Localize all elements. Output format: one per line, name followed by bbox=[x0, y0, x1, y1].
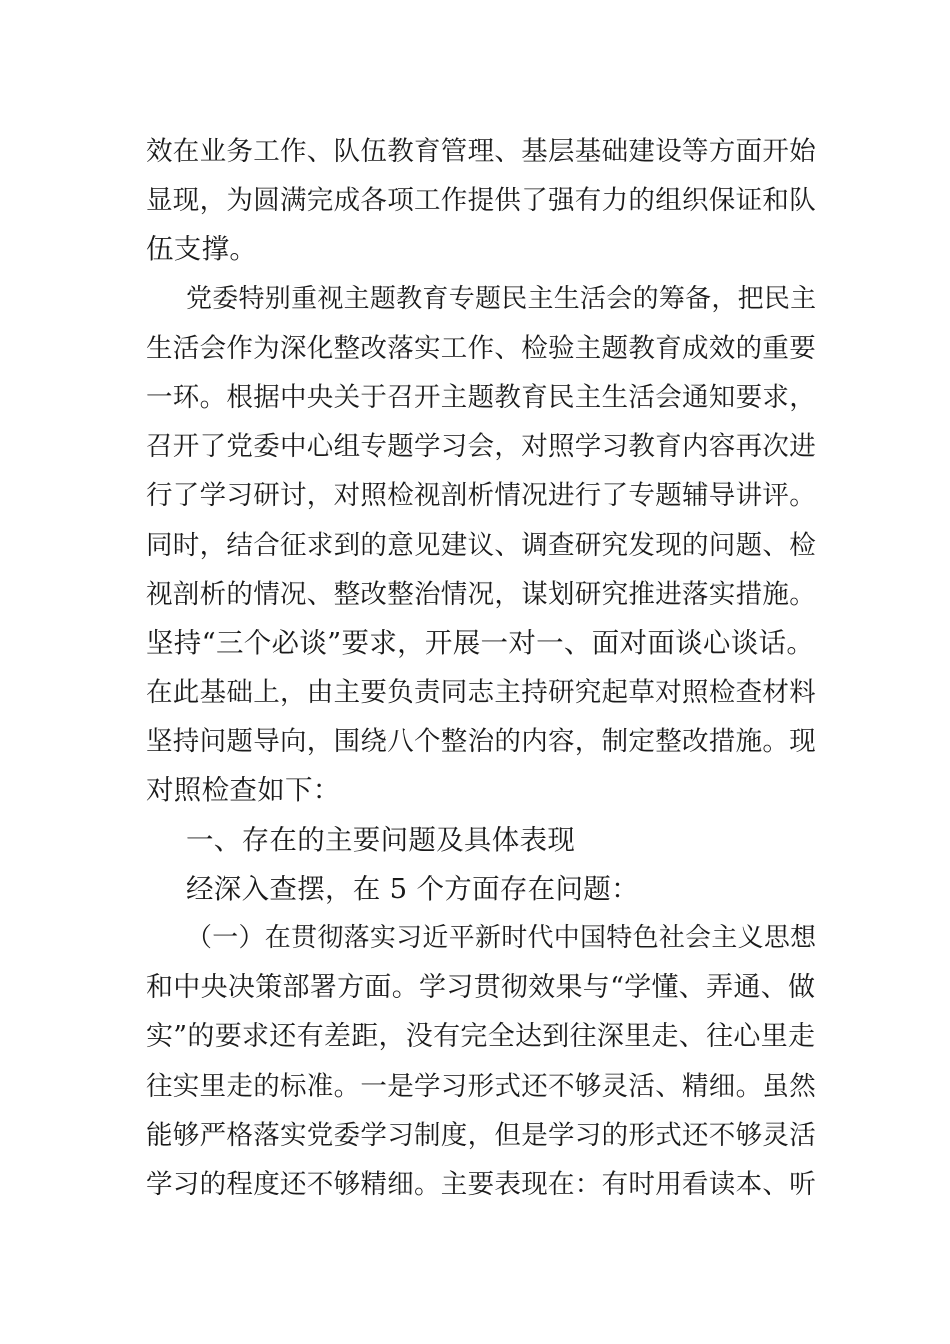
text-line: 实”的要求还有差距，没有完全达到往深里走、往心里走 bbox=[146, 1021, 816, 1053]
text-line: 同时，结合征求到的意见建议、调查研究发现的问题、检 bbox=[146, 529, 816, 561]
text-line: 召开了党委中心组专题学习会，对照学习教育内容再次进 bbox=[146, 431, 816, 463]
text-line: 坚持问题导向，围绕八个整治的内容，制定整改措施。现 bbox=[146, 726, 816, 758]
text-line: （一）在贯彻落实习近平新时代中国特色社会主义思想 bbox=[186, 923, 817, 953]
text-line: 学习的程度还不够精细。主要表现在：有时用看读本、听 bbox=[146, 1168, 816, 1200]
text-line: 行了学习研讨，对照检视剖析情况进行了专题辅导讲评。 bbox=[146, 480, 816, 512]
text-line: 党委特别重视主题教育专题民主生活会的筹备，把民主 bbox=[186, 283, 817, 314]
text-line: 伍支撑。 bbox=[146, 233, 258, 266]
text-line: 和中央决策部署方面。学习贯彻效果与“学懂、弄通、做 bbox=[146, 972, 816, 1004]
text-line: 一、存在的主要问题及具体表现 bbox=[186, 823, 576, 856]
text-line: 对照检查如下： bbox=[146, 774, 341, 807]
text-line: 往实里走的标准。一是学习形式还不够灵活、精细。虽然 bbox=[146, 1070, 816, 1102]
text-line: 视剖析的情况、整改整治情况，谋划研究推进落实措施。 bbox=[146, 578, 816, 610]
text-line: 坚持“三个必谈”要求，开展一对一、面对面谈心谈话。 bbox=[146, 626, 815, 659]
text-line: 能够严格落实党委学习制度，但是学习的形式还不够灵活 bbox=[146, 1119, 816, 1151]
text-line: 生活会作为深化整改落实工作、检验主题教育成效的重要 bbox=[146, 332, 816, 364]
text-line: 在此基础上，由主要负责同志主持研究起草对照检查材料 bbox=[146, 677, 816, 709]
text-line: 显现，为圆满完成各项工作提供了强有力的组织保证和队 bbox=[146, 185, 816, 217]
document-body bbox=[146, 127, 816, 1209]
text-line: 一环。根据中央关于召开主题教育民主生活会通知要求， bbox=[146, 381, 816, 413]
text-line: 效在业务工作、队伍教育管理、基层基础建设等方面开始 bbox=[146, 136, 816, 167]
text-line: 经深入查摆，在 5 个方面存在问题： bbox=[186, 872, 639, 905]
